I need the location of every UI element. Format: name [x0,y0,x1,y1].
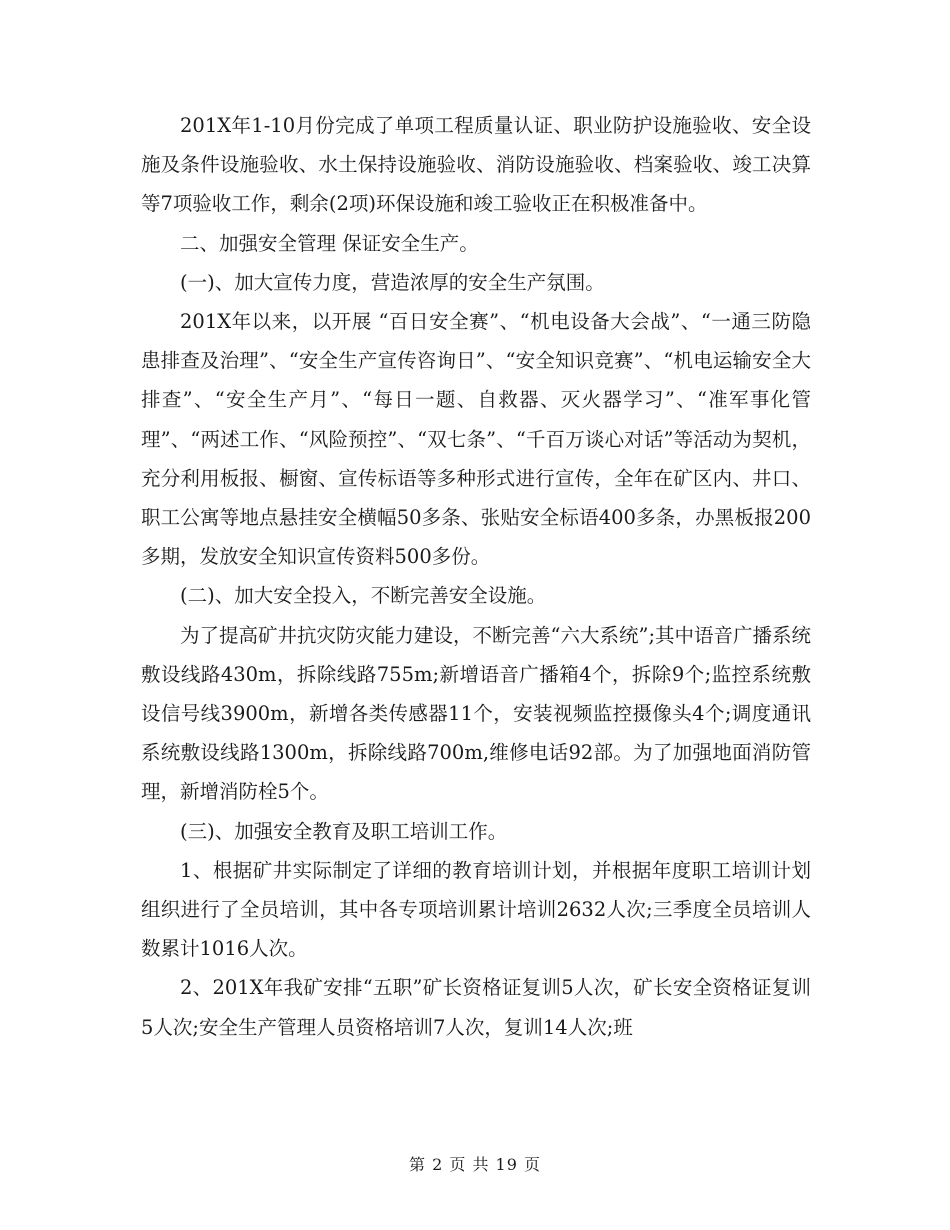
paragraph-certificate-training: 2、201X年我矿安排“五职”矿长资格证复训5人次，矿长安全资格证复训5人次;安全生产管理人员资格培训7人次，复训14人次;班 [141,976,811,1039]
page-number-footer: 第 2 页 共 19 页 [409,1155,541,1174]
heading-subsection-one: (一)、加大宣传力度，营造浓厚的安全生产氛围。 [180,270,605,294]
paragraph-training-plan: 1、根据矿井实际制定了详细的教育培训计划，并根据年度职工培训计划组织进行了全员培训，其中各专项培训累计培训2632人次;三季度全员培训人数累计1016人次。 [141,858,811,961]
heading-subsection-two: (二)、加大安全投入，不断完善安全设施。 [180,584,547,608]
heading-section-two: 二、加强安全管理 保证安全生产。 [180,231,479,255]
paragraph-safety-campaigns: 201X年以来，以开展 “百日安全赛”、“机电设备大会战”、“一通三防隐患排查及治理”、“安全生产宣传咨询日”、“安全知识竞赛”、“机电运输安全大排查”、“安全生产月”、“每日一题、自救器、灭火器学习”、“准军事化管理”、“两述工作、“风险预控”、“双七条”、“千百万谈心对话”等活动为契机，充分利用板报、橱窗、宣传标语等多种形式进行宣传，全年在矿区内、井口、职工公寓等地点悬挂安全横幅50多条、张贴安全标语400多条，办黑板报200多期，发放安全知识宣传资料500多份。 [141,310,811,569]
paragraph-acceptance-work: 201X年1-10月份完成了单项工程质量认证、职业防护设施验收、安全设施及条件设施验收、水土保持设施验收、消防设施验收、档案验收、竣工决算等7项验收工作，剩余(2项)环保设施和竣工验收正在积极准备中。 [141,114,811,216]
document-body [141,106,811,1047]
heading-subsection-three: (三)、加强安全教育及职工培训工作。 [180,819,508,843]
paragraph-safety-facilities: 为了提高矿井抗灾防灾能力建设，不断完善“六大系统”;其中语音广播系统敷设线路430m，拆除线路755m;新增语音广播箱4个，拆除9个;监控系统敷设信号线3900m，新增各类传感器11个，安装视频监控摄像头4个;调度通讯系统敷设线路1300m，拆除线路700m,维修电话92部。为了加强地面消防管理，新增消防栓5个。 [141,623,812,804]
